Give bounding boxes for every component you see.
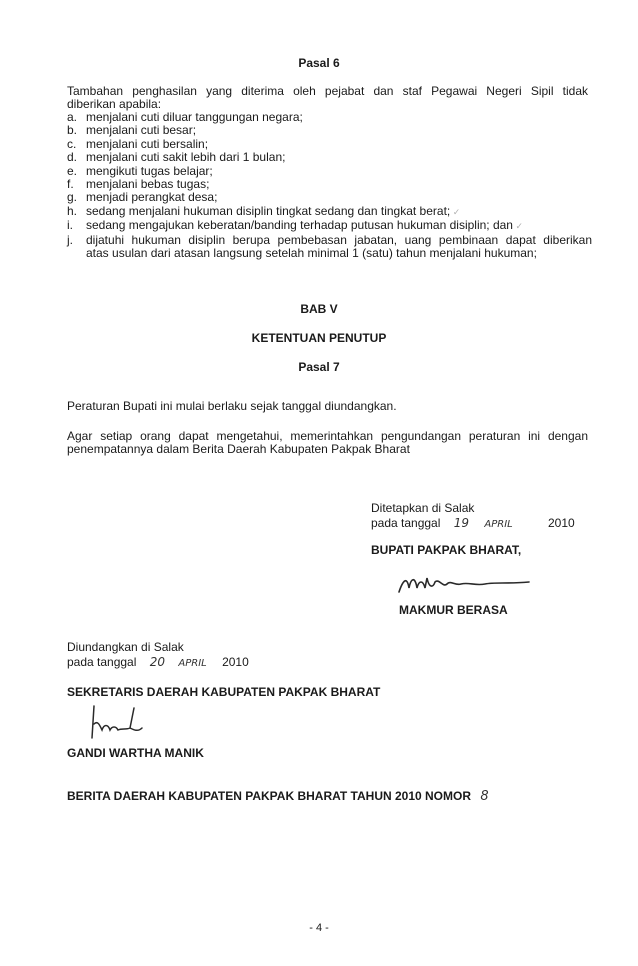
bab-heading: BAB V: [300, 302, 338, 316]
ditetapkan-place: Ditetapkan di Salak: [371, 501, 475, 515]
ditetapkan-year: 2010: [548, 516, 575, 530]
list-item: a. menjalani cuti diluar tanggungan negara;: [67, 110, 303, 124]
item-j-continuation: atas usulan dari atasan langsung setelah minimal 1 (satu) tahun menjalani hukuman;: [86, 246, 537, 261]
pasal-6-heading: Pasal 6: [298, 56, 340, 70]
pasal-6-item-list: [67, 111, 592, 260]
pasal-6-intro-line1: Tambahan penghasilan yang diterima oleh pejabat dan staf Pegawai Negeri Sipil tidak: [67, 84, 588, 98]
diundangkan-year: 2010: [222, 655, 249, 669]
pasal-6-intro-line2: diberikan apabila:: [67, 97, 162, 111]
list-item: d. menjalani cuti sakit lebih dari 1 bulan;: [67, 150, 286, 165]
handwritten-number: 8: [480, 789, 489, 804]
sekretaris-office: SEKRETARIS DAERAH KABUPATEN PAKPAK BHARAT: [67, 685, 381, 699]
list-item: b. menjalani cuti besar;: [67, 123, 197, 138]
handwritten-month: APRIL: [484, 519, 513, 530]
pasal-7-paragraph-2-line2: penempatannya dalam Berita Daerah Kabupaten Pakpak Bharat: [67, 442, 410, 456]
bab-subtitle: KETENTUAN PENUTUP: [251, 331, 387, 345]
diundangkan-date: pada tanggal 20 APRIL 2010: [67, 655, 249, 669]
list-item: i. sedang mengajukan keberatan/banding terhadap putusan hukuman disiplin; dan ✓: [67, 218, 524, 233]
pasal-7-heading: Pasal 7: [298, 360, 340, 374]
handwritten-day: 20: [149, 655, 166, 669]
page-number: - 4 -: [309, 922, 329, 934]
list-item: h. sedang menjalani hukuman disiplin tingkat sedang dan tingkat berat; ✓: [67, 203, 461, 218]
list-item: g. menjadi perangkat desa;: [67, 190, 218, 205]
check-mark-icon: ✓: [450, 206, 461, 217]
sekretaris-name: GANDI WARTHA MANIK: [67, 746, 204, 760]
check-mark-icon: ✓: [512, 221, 524, 232]
list-item: j. dijatuhi hukuman disiplin berupa pembebasan jabatan, uang pembinaan dapat diberikan atas usulan dari atasan langsung setelah minimal 1 (satu) tahun menjalani hukuman;: [67, 232, 592, 261]
pasal-7-paragraph-1: Peraturan Bupati ini mulai berlaku sejak tanggal diundangkan.: [67, 399, 397, 413]
ditetapkan-date: pada tanggal 19 APRIL 2010: [371, 516, 575, 530]
berita-daerah-line: BERITA DAERAH KABUPATEN PAKPAK BHARAT TAHUN 2010 NOMOR 8: [67, 789, 489, 804]
list-item: e. mengikuti tugas belajar;: [67, 163, 213, 178]
handwritten-day: 19: [453, 516, 470, 530]
diundangkan-place: Diundangkan di Salak: [67, 640, 184, 654]
sekretaris-signature: [80, 700, 150, 742]
bupati-name: MAKMUR BERASA: [399, 603, 508, 617]
list-item: f. menjalani bebas tugas;: [67, 177, 210, 192]
ditetapkan-office: BUPATI PAKPAK BHARAT,: [371, 543, 522, 557]
list-item: c. menjalani cuti bersalin;: [67, 136, 209, 151]
bupati-signature: [395, 566, 535, 600]
handwritten-month: APRIL: [178, 658, 207, 669]
pasal-7-paragraph-2-line1: Agar setiap orang dapat mengetahui, memerintahkan pengundangan peraturan ini dengan: [67, 429, 588, 443]
